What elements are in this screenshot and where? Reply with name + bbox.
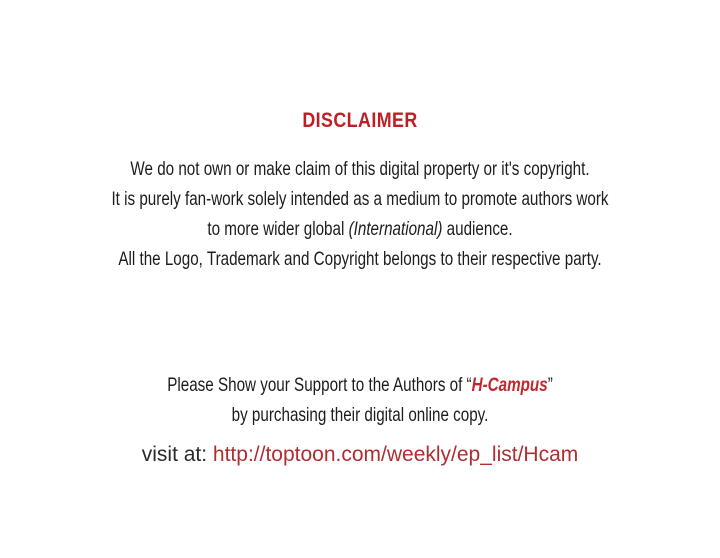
support-line-1-post: ”: [547, 374, 553, 396]
support-line-1: [79, 370, 641, 400]
disclaimer-line-4: All the Logo, Trademark and Copyright belongs to their respective party.: [118, 248, 602, 270]
visit-label: visit at:: [141, 443, 213, 466]
support-line-2: by purchasing their digital online copy.: [231, 404, 489, 426]
disclaimer-title: DISCLAIMER: [302, 109, 418, 132]
disclaimer-body: [0, 154, 720, 274]
disclaimer-line-3-pre: to more wider global: [207, 218, 349, 240]
disclaimer-line-2: It is purely fan-work solely intended as a medium to promote authors work: [111, 188, 609, 210]
visit-url-link[interactable]: http://toptoon.com/weekly/ep_list/Hcam: [212, 443, 579, 466]
visit-line: [0, 440, 720, 470]
disclaimer-line-3-post: audience.: [442, 218, 513, 240]
disclaimer-line-1: We do not own or make claim of this digital property or it's copyright.: [130, 158, 590, 180]
disclaimer-line-3-italic: (International): [348, 218, 443, 240]
series-name: H-Campus: [471, 374, 548, 396]
support-block: [0, 370, 720, 430]
disclaimer-line-3: [79, 214, 641, 244]
support-line-1-pre: Please Show your Support to the Authors of “: [167, 374, 472, 396]
